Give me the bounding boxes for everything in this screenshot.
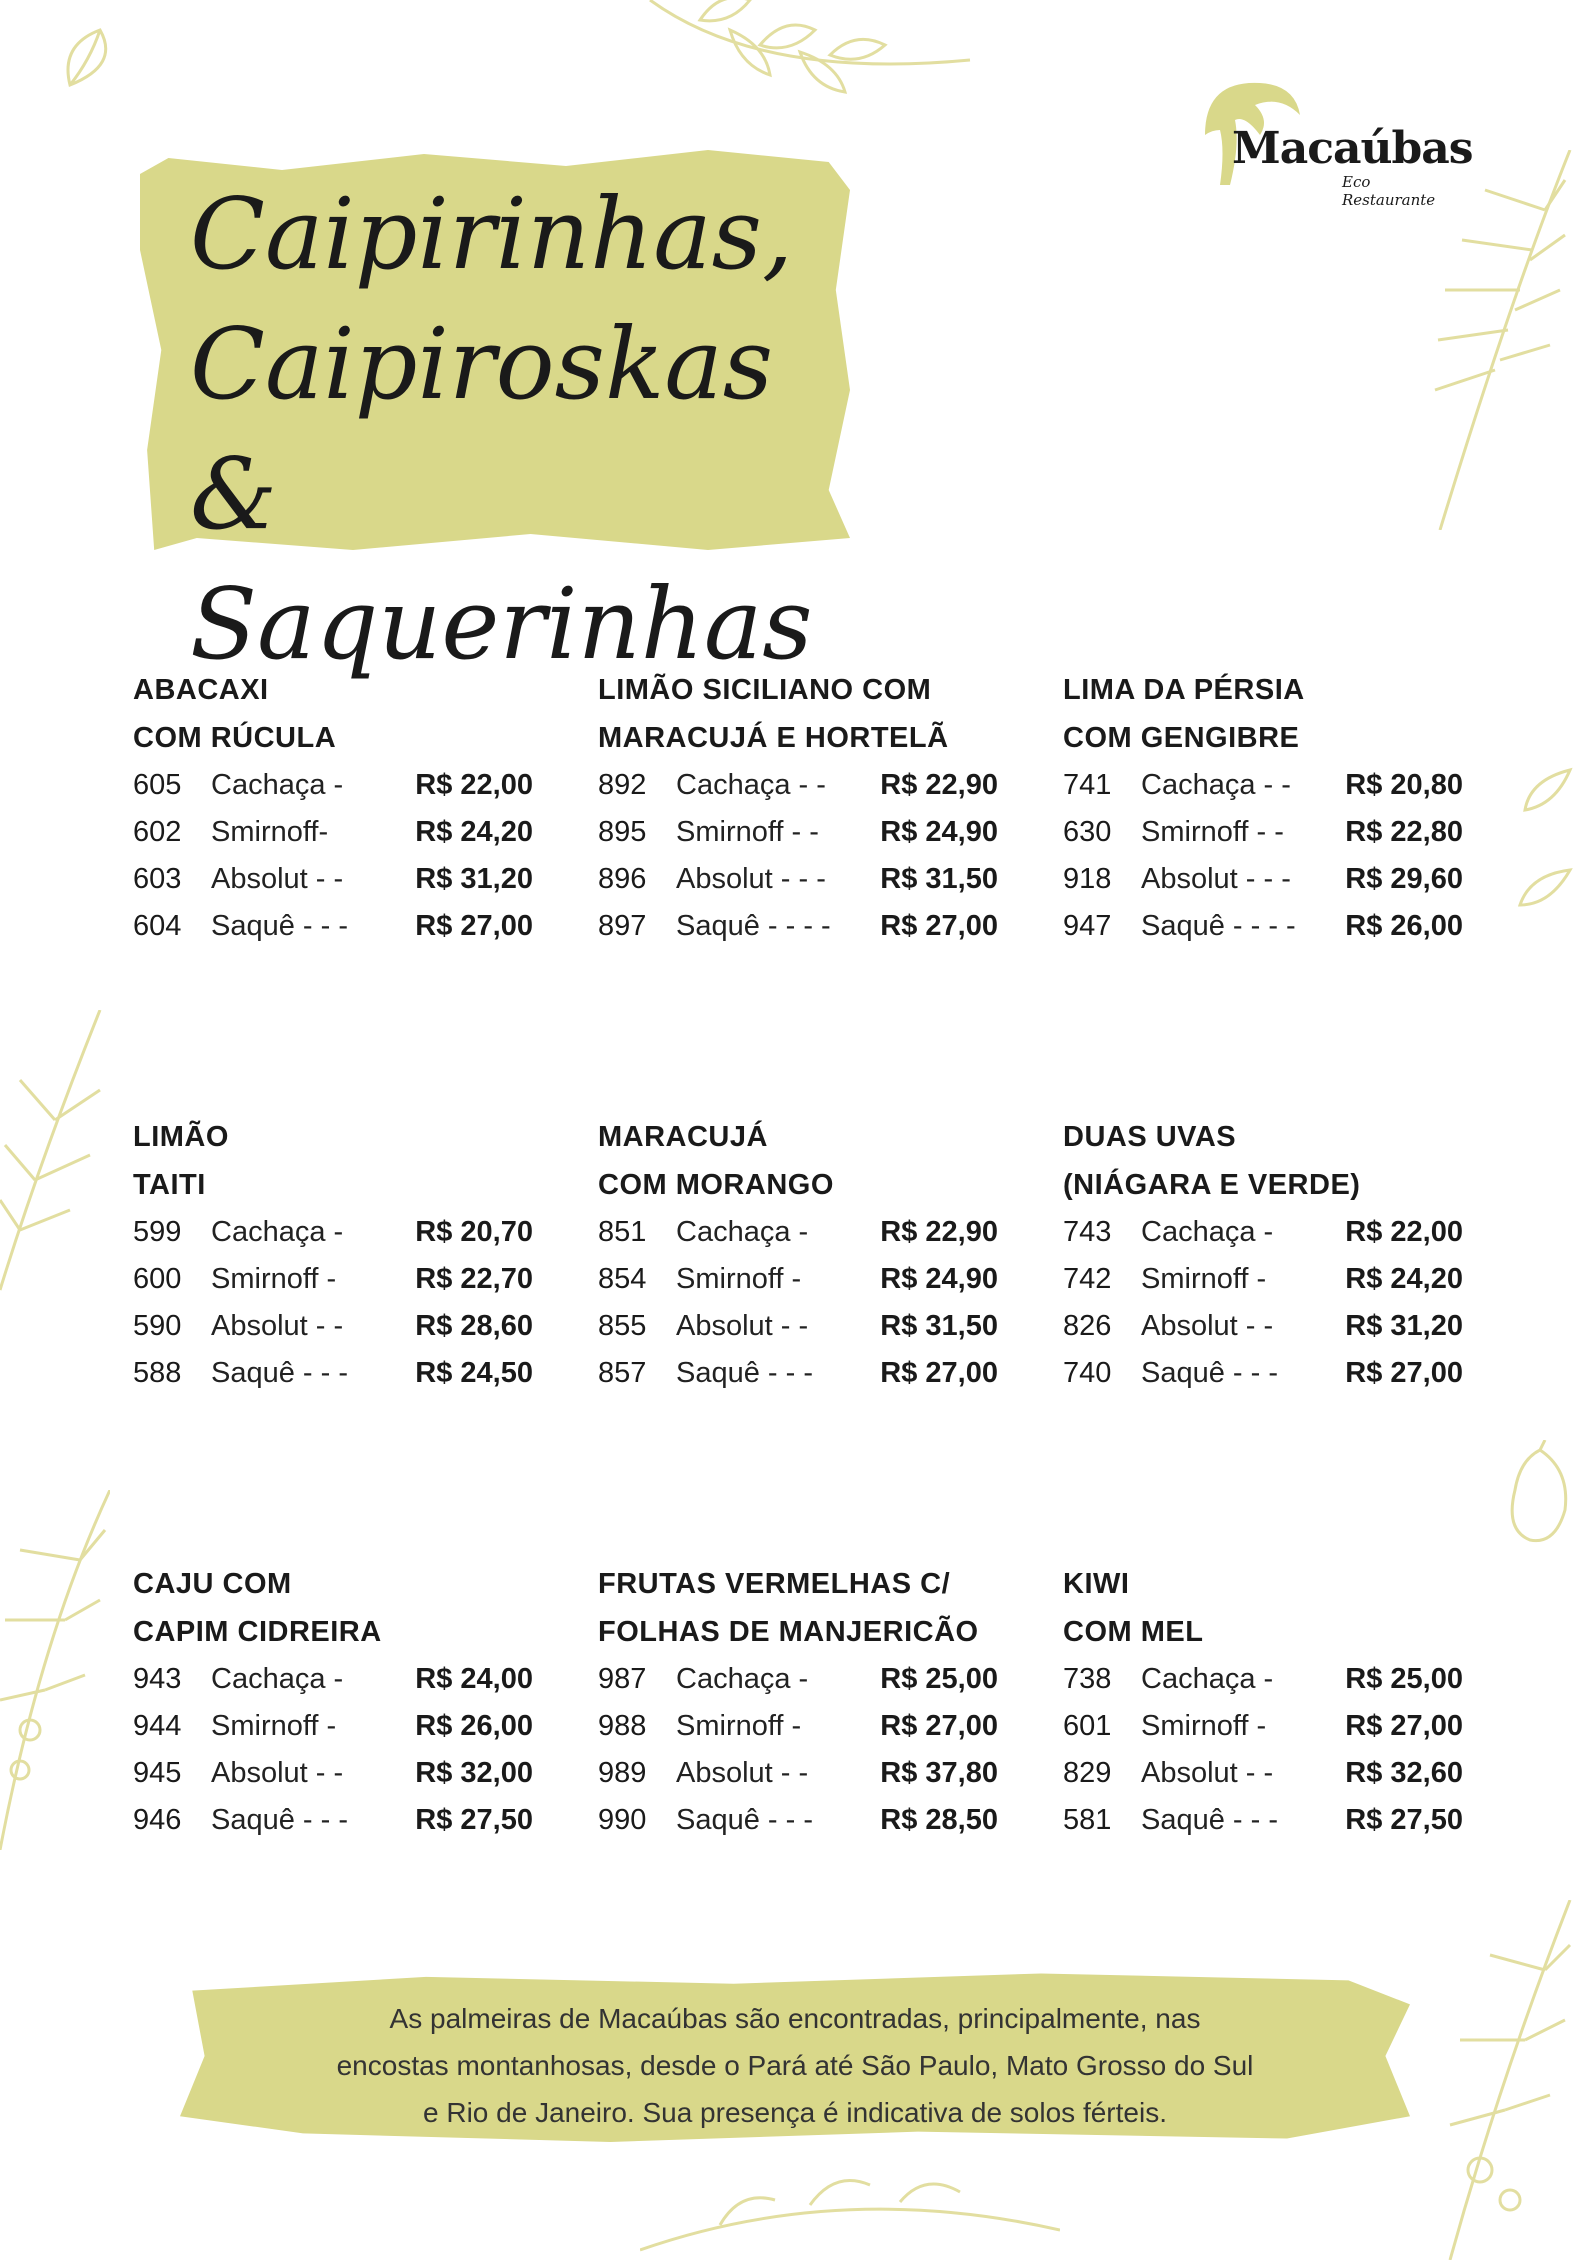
item-name: Smirnoff - bbox=[676, 1263, 802, 1295]
item-name: Absolut - - bbox=[211, 1310, 344, 1342]
item-price: R$ 27,00 bbox=[1345, 1357, 1463, 1389]
section-subtitle: (NIÁGARA E VERDE) bbox=[1063, 1169, 1361, 1201]
menu-section bbox=[133, 666, 553, 950]
item-code: 742 bbox=[1063, 1263, 1112, 1295]
title-line: Caipiroskas & bbox=[190, 308, 774, 552]
item-code: 599 bbox=[133, 1216, 182, 1248]
menu-item bbox=[133, 762, 533, 809]
item-code: 943 bbox=[133, 1663, 182, 1695]
page-title bbox=[190, 170, 870, 690]
menu-item bbox=[598, 1256, 998, 1303]
item-code: 987 bbox=[598, 1663, 647, 1695]
item-code: 854 bbox=[598, 1263, 647, 1295]
menu-item bbox=[598, 1303, 998, 1350]
section-title: MARACUJÁ bbox=[598, 1121, 768, 1153]
item-name: Absolut - - bbox=[676, 1310, 809, 1342]
menu-item bbox=[1063, 1303, 1463, 1350]
item-code: 945 bbox=[133, 1757, 182, 1789]
item-name: Cachaça - bbox=[676, 1216, 809, 1248]
item-name: Saquê - - - bbox=[676, 1357, 813, 1389]
menu-item bbox=[598, 1750, 998, 1797]
item-price: R$ 31,20 bbox=[1345, 1310, 1463, 1342]
section-subtitle: COM MORANGO bbox=[598, 1169, 834, 1201]
section-title: ABACAXI bbox=[133, 674, 269, 706]
item-code: 989 bbox=[598, 1757, 647, 1789]
item-name: Absolut - - bbox=[211, 1757, 344, 1789]
footer-line: As palmeiras de Macaúbas são encontradas, principalmente, nas bbox=[389, 2003, 1201, 2034]
item-price: R$ 22,90 bbox=[880, 1216, 998, 1248]
item-code: 630 bbox=[1063, 816, 1112, 848]
section-title: CAJU COM bbox=[133, 1568, 292, 1600]
section-subtitle: MARACUJÁ E HORTELÃ bbox=[598, 722, 949, 754]
menu-section bbox=[1063, 1560, 1483, 1844]
menu-section bbox=[1063, 666, 1483, 950]
item-code: 588 bbox=[133, 1357, 182, 1389]
menu-item bbox=[1063, 809, 1463, 856]
item-code: 603 bbox=[133, 863, 182, 895]
item-code: 947 bbox=[1063, 910, 1112, 942]
menu-item bbox=[133, 856, 533, 903]
menu-section bbox=[598, 1560, 1018, 1844]
section-title: FRUTAS VERMELHAS C/ bbox=[598, 1568, 951, 1600]
item-name: Cachaça - bbox=[676, 1663, 809, 1695]
menu-item bbox=[1063, 1703, 1463, 1750]
item-name: Cachaça - - bbox=[676, 769, 826, 801]
fruit-decoration-right bbox=[1505, 1440, 1575, 1550]
menu-item bbox=[133, 1750, 533, 1797]
item-code: 892 bbox=[598, 769, 647, 801]
menu-item bbox=[598, 1703, 998, 1750]
item-price: R$ 28,60 bbox=[415, 1310, 533, 1342]
item-name: Cachaça - bbox=[1141, 1216, 1274, 1248]
item-code: 918 bbox=[1063, 863, 1112, 895]
menu-section bbox=[598, 666, 1018, 950]
menu-item bbox=[1063, 1750, 1463, 1797]
item-price: R$ 32,60 bbox=[1345, 1757, 1463, 1789]
item-code: 990 bbox=[598, 1804, 647, 1836]
item-name: Smirnoff - bbox=[1141, 1710, 1267, 1742]
section-subtitle: COM GENGIBRE bbox=[1063, 722, 1300, 754]
brand-subtitle: Eco Restaurante bbox=[1342, 173, 1436, 209]
item-name: Smirnoff- bbox=[211, 816, 329, 848]
item-code: 740 bbox=[1063, 1357, 1112, 1389]
menu-item bbox=[1063, 1209, 1463, 1256]
section-subtitle: CAPIM CIDREIRA bbox=[133, 1616, 382, 1648]
section-subtitle: FOLHAS DE MANJERICÃO bbox=[598, 1616, 979, 1648]
menu-section bbox=[133, 1113, 553, 1397]
section-title: KIWI bbox=[1063, 1568, 1130, 1600]
item-price: R$ 31,20 bbox=[415, 863, 533, 895]
item-price: R$ 24,50 bbox=[415, 1357, 533, 1389]
menu-section bbox=[133, 1560, 553, 1844]
item-code: 826 bbox=[1063, 1310, 1112, 1342]
branch-decoration-bottom-right bbox=[1440, 1900, 1575, 2260]
item-code: 895 bbox=[598, 816, 647, 848]
title-line: Saquerinhas bbox=[190, 568, 813, 682]
item-price: R$ 27,00 bbox=[1345, 1710, 1463, 1742]
menu-item bbox=[133, 1350, 533, 1397]
item-code: 946 bbox=[133, 1804, 182, 1836]
leaf-decoration-right-mid bbox=[1500, 760, 1575, 940]
item-price: R$ 22,70 bbox=[415, 1263, 533, 1295]
title-line: Caipirinhas, bbox=[190, 178, 794, 292]
item-code: 829 bbox=[1063, 1757, 1112, 1789]
menu-item bbox=[1063, 856, 1463, 903]
menu-item bbox=[133, 903, 533, 950]
menu-section bbox=[1063, 1113, 1483, 1397]
item-name: Absolut - - - bbox=[676, 863, 826, 895]
item-price: R$ 20,80 bbox=[1345, 769, 1463, 801]
menu-item bbox=[598, 1797, 998, 1844]
item-name: Absolut - - bbox=[676, 1757, 809, 1789]
branch-decoration-left bbox=[0, 1010, 110, 1300]
item-price: R$ 32,00 bbox=[415, 1757, 533, 1789]
item-code: 602 bbox=[133, 816, 182, 848]
brand-name: Macaúbas bbox=[1232, 123, 1473, 174]
menu-item bbox=[598, 1350, 998, 1397]
item-price: R$ 25,00 bbox=[1345, 1663, 1463, 1695]
item-code: 851 bbox=[598, 1216, 647, 1248]
item-price: R$ 27,50 bbox=[415, 1804, 533, 1836]
item-name: Cachaça - bbox=[1141, 1663, 1274, 1695]
item-price: R$ 31,50 bbox=[880, 863, 998, 895]
item-price: R$ 31,50 bbox=[880, 1310, 998, 1342]
item-price: R$ 20,70 bbox=[415, 1216, 533, 1248]
item-code: 605 bbox=[133, 769, 182, 801]
item-name: Cachaça - - bbox=[1141, 769, 1291, 801]
section-title: LIMÃO bbox=[133, 1121, 229, 1153]
menu-item bbox=[133, 1303, 533, 1350]
item-price: R$ 22,90 bbox=[880, 769, 998, 801]
section-title: LIMÃO SICILIANO COM bbox=[598, 674, 932, 706]
item-price: R$ 25,00 bbox=[880, 1663, 998, 1695]
item-name: Smirnoff - bbox=[211, 1710, 337, 1742]
menu-item bbox=[133, 1256, 533, 1303]
item-price: R$ 27,00 bbox=[415, 910, 533, 942]
item-price: R$ 24,20 bbox=[1345, 1263, 1463, 1295]
item-price: R$ 27,50 bbox=[1345, 1804, 1463, 1836]
brand-logo bbox=[1200, 75, 1473, 209]
item-name: Cachaça - bbox=[211, 1663, 344, 1695]
item-code: 741 bbox=[1063, 769, 1112, 801]
item-code: 944 bbox=[133, 1710, 182, 1742]
item-name: Absolut - - bbox=[1141, 1310, 1274, 1342]
menu-item bbox=[598, 1209, 998, 1256]
item-code: 855 bbox=[598, 1310, 647, 1342]
leaf-decoration-top bbox=[640, 0, 980, 140]
item-name: Cachaça - bbox=[211, 769, 344, 801]
item-name: Saquê - - - bbox=[211, 1804, 348, 1836]
footer-note bbox=[250, 1995, 1340, 2136]
menu-item bbox=[1063, 1656, 1463, 1703]
item-name: Saquê - - - bbox=[676, 1804, 813, 1836]
item-name: Saquê - - - bbox=[211, 1357, 348, 1389]
item-name: Saquê - - - bbox=[1141, 1804, 1278, 1836]
menu-item bbox=[1063, 1256, 1463, 1303]
item-name: Smirnoff - bbox=[1141, 1263, 1267, 1295]
menu-item bbox=[1063, 1350, 1463, 1397]
item-code: 604 bbox=[133, 910, 182, 942]
item-name: Smirnoff - - bbox=[676, 816, 819, 848]
item-price: R$ 27,00 bbox=[880, 1710, 998, 1742]
section-title: LIMA DA PÉRSIA bbox=[1063, 674, 1305, 706]
menu-item bbox=[598, 1656, 998, 1703]
menu-item bbox=[598, 809, 998, 856]
item-name: Saquê - - - - bbox=[676, 910, 831, 942]
item-price: R$ 22,00 bbox=[1345, 1216, 1463, 1248]
item-name: Absolut - - - bbox=[1141, 863, 1291, 895]
item-price: R$ 24,00 bbox=[415, 1663, 533, 1695]
item-code: 581 bbox=[1063, 1804, 1112, 1836]
item-name: Saquê - - - bbox=[211, 910, 348, 942]
item-code: 590 bbox=[133, 1310, 182, 1342]
footer-line: e Rio de Janeiro. Sua presença é indicativa de solos férteis. bbox=[423, 2097, 1167, 2128]
item-name: Saquê - - - bbox=[1141, 1357, 1278, 1389]
item-name: Cachaça - bbox=[211, 1216, 344, 1248]
branch-decoration-bottom-left bbox=[640, 2140, 1060, 2260]
item-price: R$ 28,50 bbox=[880, 1804, 998, 1836]
menu-item bbox=[598, 856, 998, 903]
menu-item bbox=[133, 1656, 533, 1703]
section-subtitle: TAITI bbox=[133, 1169, 206, 1201]
menu-section bbox=[598, 1113, 1018, 1397]
item-name: Smirnoff - bbox=[676, 1710, 802, 1742]
branch-decoration-left-lower bbox=[0, 1490, 110, 1850]
menu-item bbox=[133, 1209, 533, 1256]
item-name: Smirnoff - bbox=[211, 1263, 337, 1295]
item-name: Absolut - - bbox=[211, 863, 344, 895]
item-price: R$ 22,80 bbox=[1345, 816, 1463, 848]
item-price: R$ 26,00 bbox=[1345, 910, 1463, 942]
item-code: 743 bbox=[1063, 1216, 1112, 1248]
item-code: 897 bbox=[598, 910, 647, 942]
menu-item bbox=[1063, 1797, 1463, 1844]
item-code: 738 bbox=[1063, 1663, 1112, 1695]
menu-item bbox=[1063, 762, 1463, 809]
item-code: 600 bbox=[133, 1263, 182, 1295]
item-price: R$ 27,00 bbox=[880, 910, 998, 942]
menu-item bbox=[133, 809, 533, 856]
item-name: Saquê - - - - bbox=[1141, 910, 1296, 942]
item-code: 896 bbox=[598, 863, 647, 895]
leaf-decoration-top-left bbox=[60, 25, 140, 95]
section-title: DUAS UVAS bbox=[1063, 1121, 1237, 1153]
item-price: R$ 24,90 bbox=[880, 816, 998, 848]
item-code: 857 bbox=[598, 1357, 647, 1389]
item-price: R$ 24,90 bbox=[880, 1263, 998, 1295]
item-name: Smirnoff - - bbox=[1141, 816, 1284, 848]
item-code: 601 bbox=[1063, 1710, 1112, 1742]
menu-item bbox=[1063, 903, 1463, 950]
item-price: R$ 26,00 bbox=[415, 1710, 533, 1742]
menu-item bbox=[133, 1797, 533, 1844]
item-price: R$ 29,60 bbox=[1345, 863, 1463, 895]
menu-item bbox=[598, 762, 998, 809]
section-subtitle: COM RÚCULA bbox=[133, 722, 337, 754]
item-price: R$ 24,20 bbox=[415, 816, 533, 848]
item-name: Absolut - - bbox=[1141, 1757, 1274, 1789]
item-price: R$ 37,80 bbox=[880, 1757, 998, 1789]
item-price: R$ 22,00 bbox=[415, 769, 533, 801]
section-subtitle: COM MEL bbox=[1063, 1616, 1204, 1648]
footer-line: encostas montanhosas, desde o Pará até São Paulo, Mato Grosso do Sul bbox=[336, 2050, 1254, 2081]
menu-item bbox=[133, 1703, 533, 1750]
item-price: R$ 27,00 bbox=[880, 1357, 998, 1389]
menu-item bbox=[598, 903, 998, 950]
item-code: 988 bbox=[598, 1710, 647, 1742]
